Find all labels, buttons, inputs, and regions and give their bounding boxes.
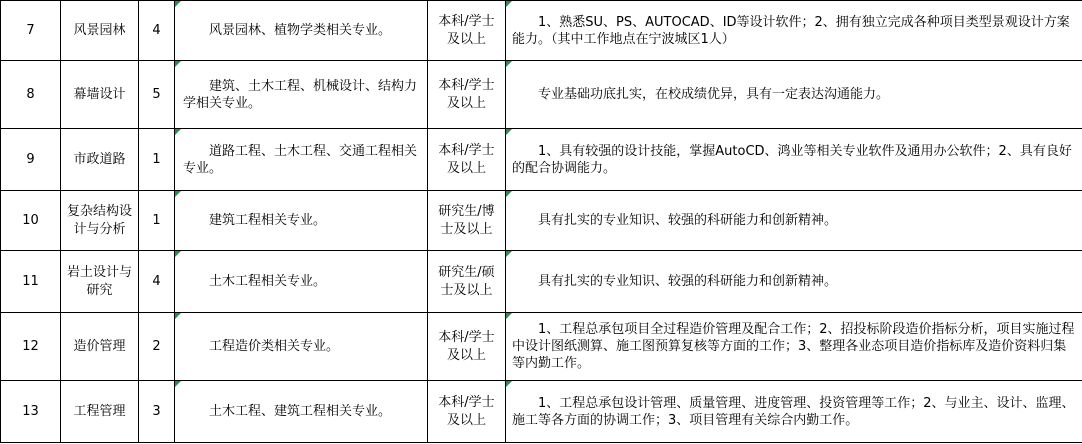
row-number: 11 [1, 251, 61, 313]
major-text: 建筑、土木工程、机械设计、结构力学相关专业。 [183, 78, 418, 111]
requirement-cell [506, 61, 1082, 129]
table-row [1, 313, 1082, 381]
requirement-cell [506, 251, 1082, 313]
position-count: 5 [139, 61, 175, 129]
major-text: 土木工程、建筑工程相关专业。 [209, 404, 392, 419]
requirement-text: 专业基础功底扎实，在校成绩优异，具有一定表达沟通能力。 [538, 87, 890, 102]
position-name: 市政道路 [61, 129, 139, 191]
requirement-text: 1、熟悉SU、PS、AUTOCAD、ID等设计软件；2、拥有独立完成各种项目类型景观设计方案能力。（其中工作地点在宁波城区1人） [512, 14, 1070, 47]
requirement-text: 1、工程总承包项目全过程造价管理及配合工作；2、招投标阶段造价指标分析，项目实施过程中设计图纸测算、施工图预算复核等方面的工作；3、整理各业态项目造价指标库及造价资料归集等内勤工作。 [512, 322, 1075, 371]
row-number: 8 [1, 61, 61, 129]
requirement-cell [506, 381, 1082, 443]
cell-marker-icon [506, 129, 512, 135]
cell-marker-icon [506, 1, 512, 7]
cell-marker-icon [506, 313, 512, 319]
row-number: 13 [1, 381, 61, 443]
position-count: 4 [139, 251, 175, 313]
degree-requirement: 研究生/硕士及以上 [428, 251, 506, 313]
position-name: 复杂结构设计与分析 [61, 191, 139, 251]
table-row [1, 191, 1082, 251]
position-name: 风景园林 [61, 1, 139, 61]
major-cell [175, 129, 428, 191]
major-text: 工程造价类相关专业。 [209, 339, 340, 354]
table-row [1, 129, 1082, 191]
position-count: 1 [139, 191, 175, 251]
requirement-text: 1、工程总承包设计管理、质量管理、进度管理、投资管理等工作；2、与业主、设计、监理、施工等各方面的协调工作；3、项目管理有关综合内勤工作。 [512, 395, 1075, 428]
table-row [1, 381, 1082, 443]
requirement-text: 具有扎实的专业知识、较强的科研能力和创新精神。 [538, 274, 838, 289]
major-text: 土木工程相关专业。 [209, 274, 327, 289]
position-count: 2 [139, 313, 175, 381]
row-number: 7 [1, 1, 61, 61]
cell-marker-icon [506, 61, 512, 67]
major-cell [175, 251, 428, 313]
position-name: 幕墙设计 [61, 61, 139, 129]
cell-marker-icon [175, 313, 181, 319]
position-count: 3 [139, 381, 175, 443]
cell-marker-icon [175, 1, 181, 7]
cell-marker-icon [506, 251, 512, 257]
degree-requirement: 本科/学士及以上 [428, 381, 506, 443]
cell-marker-icon [175, 129, 181, 135]
major-text: 风景园林、植物学类相关专业。 [209, 23, 392, 38]
cell-marker-icon [175, 251, 181, 257]
degree-requirement: 本科/学士及以上 [428, 61, 506, 129]
cell-marker-icon [175, 381, 181, 387]
degree-requirement: 研究生/博士及以上 [428, 191, 506, 251]
degree-requirement: 本科/学士及以上 [428, 129, 506, 191]
requirement-cell [506, 191, 1082, 251]
major-text: 道路工程、土木工程、交通工程相关专业。 [183, 143, 418, 176]
position-count: 4 [139, 1, 175, 61]
table-row [1, 61, 1082, 129]
table-row [1, 251, 1082, 313]
row-number: 10 [1, 191, 61, 251]
position-name: 造价管理 [61, 313, 139, 381]
position-name: 岩土设计与研究 [61, 251, 139, 313]
major-text: 建筑工程相关专业。 [209, 213, 327, 228]
cell-marker-icon [175, 61, 181, 67]
requirement-cell [506, 129, 1082, 191]
major-cell [175, 313, 428, 381]
requirement-text: 具有扎实的专业知识、较强的科研能力和创新精神。 [538, 213, 838, 228]
major-cell [175, 191, 428, 251]
cell-marker-icon [506, 381, 512, 387]
row-number: 9 [1, 129, 61, 191]
degree-requirement: 本科/学士及以上 [428, 1, 506, 61]
cell-marker-icon [175, 191, 181, 197]
requirement-text: 1、具有较强的设计技能，掌握AutoCD、鸿业等相关专业软件及通用办公软件；2、具有良好的配合协调能力。 [512, 143, 1072, 176]
requirement-cell [506, 313, 1082, 381]
requirement-cell [506, 1, 1082, 61]
table-row [1, 1, 1082, 61]
major-cell [175, 61, 428, 129]
major-cell [175, 381, 428, 443]
degree-requirement: 本科/学士及以上 [428, 313, 506, 381]
row-number: 12 [1, 313, 61, 381]
cell-marker-icon [506, 191, 512, 197]
major-cell [175, 1, 428, 61]
position-count: 1 [139, 129, 175, 191]
position-name: 工程管理 [61, 381, 139, 443]
